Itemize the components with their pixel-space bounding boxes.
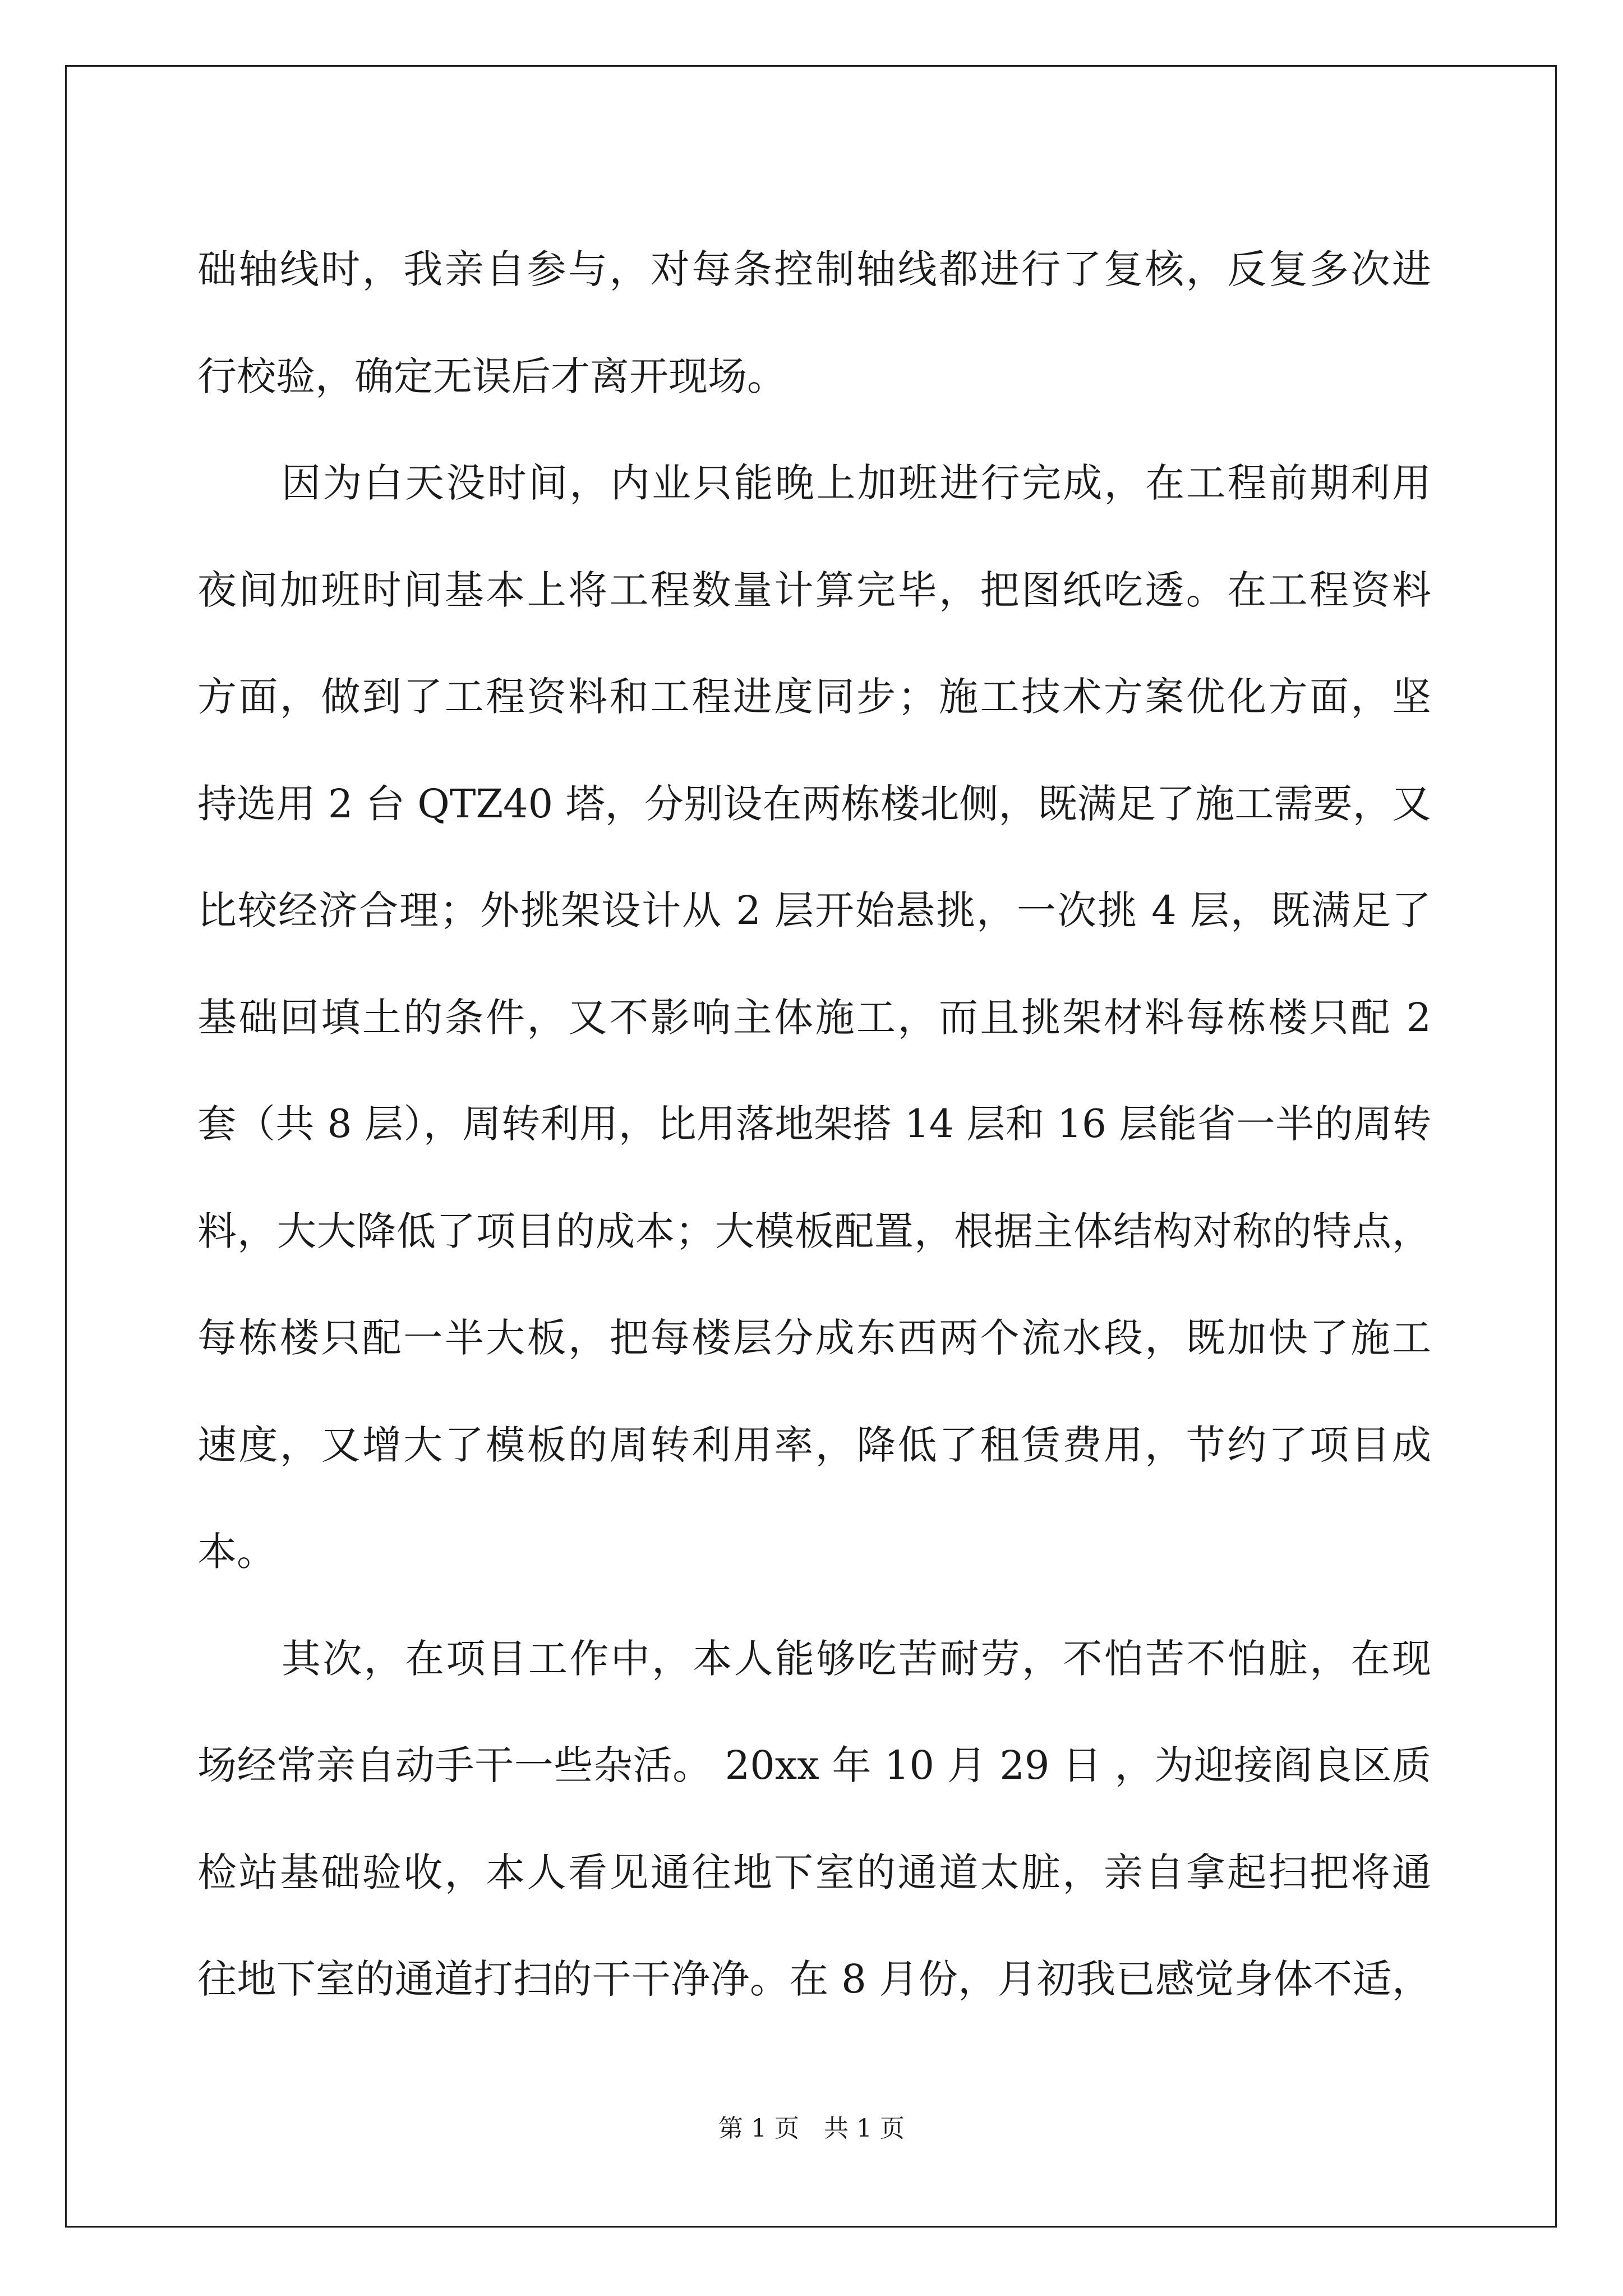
text-line: 速度，又增大了模板的周转利用率，降低了租赁费用，节约了项目成	[197, 1421, 1431, 1468]
text-line: 行校验，确定无误后才离开现场。	[197, 353, 786, 399]
text-line: 比较经济合理；外挑架设计从 2 层开始悬挑，一次挑 4 层，既满足了	[197, 887, 1431, 933]
text-line: 夜间加班时间基本上将工程数量计算完毕，把图纸吃透。在工程资料	[197, 567, 1431, 613]
text-line: 场经常亲自动手干一些杂活。 20xx 年 10 月 29 日 ，为迎接阎良区质	[197, 1742, 1431, 1788]
text-line: 方面，做到了工程资料和工程进度同步；施工技术方案优化方面，坚	[197, 674, 1431, 720]
page-number-label: 第 1 页 共 1 页	[718, 2114, 905, 2143]
text-line: 因为白天没时间，内业只能晚上加班进行完成，在工程前期利用	[282, 460, 1431, 506]
text-line: 其次，在项目工作中，本人能够吃苦耐劳，不怕苦不怕脏，在现	[282, 1635, 1431, 1682]
text-line: 套（共 8 层），周转利用，比用落地架搭 14 层和 16 层能省一半的周转	[197, 1102, 1431, 1147]
text-line: 基础回填土的条件，又不影响主体施工，而且挑架材料每栋楼只配 2	[197, 994, 1431, 1041]
text-line: 料，大大降低了项目的成本；大模板配置，根据主体结构对称的特点，	[197, 1208, 1431, 1254]
text-line: 持选用 2 台 QTZ40 塔，分别设在两栋楼北侧，既满足了施工需要，又	[197, 780, 1431, 827]
document-body	[197, 216, 1431, 2033]
text-line: 检站基础验收，本人看见通往地下室的通道太脏，亲自拿起扫把将通	[197, 1849, 1431, 1895]
text-line: 础轴线时，我亲自参与，对每条控制轴线都进行了复核，反复多次进	[197, 246, 1431, 292]
text-line: 本。	[197, 1529, 276, 1575]
page-footer	[0, 2112, 1623, 2146]
text-line: 往地下室的通道打扫的干干净净。在 8 月份，月初我已感觉身体不适，	[197, 1956, 1431, 2002]
text-line: 每栋楼只配一半大板，把每楼层分成东西两个流水段，既加快了施工	[197, 1315, 1431, 1361]
